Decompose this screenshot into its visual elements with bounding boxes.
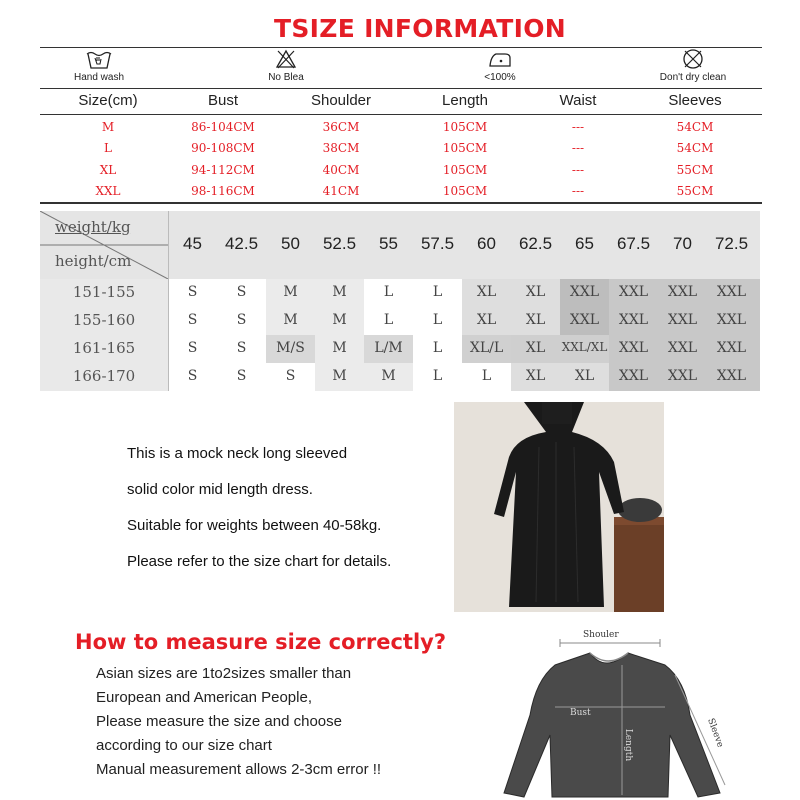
sleeves-cell: 54CM xyxy=(676,141,714,155)
weight-value: 52.5 xyxy=(322,234,357,253)
shoulder-cell: 36CM xyxy=(322,120,360,134)
description-line: Suitable for weights between 40-58kg. xyxy=(127,517,382,534)
care-label: No Blea xyxy=(268,72,304,83)
fit-grid-cell: M/S xyxy=(276,340,305,356)
no-bleach-icon xyxy=(275,48,297,70)
page-title: TSIZE INFORMATION xyxy=(274,14,566,43)
length-label: Length xyxy=(623,728,634,762)
howto-line: according to our size chart xyxy=(96,737,272,754)
fit-grid-cell: S xyxy=(236,368,247,384)
sleeves-cell: 55CM xyxy=(676,184,714,198)
sleeves-cell: 54CM xyxy=(676,120,714,134)
size-cell: XXL xyxy=(95,184,121,198)
waist-cell: --- xyxy=(571,184,585,198)
waist-cell: --- xyxy=(571,120,585,134)
fit-grid-cell: L xyxy=(432,312,443,328)
iron-icon xyxy=(487,48,513,70)
weight-axis-label: weight/kg xyxy=(55,218,131,236)
fit-grid-cell: XL xyxy=(525,284,546,300)
height-value: 155-160 xyxy=(72,311,136,329)
fit-grid-cell: XXL xyxy=(569,312,600,328)
fit-grid-cell: L xyxy=(383,312,394,328)
fit-grid-cell: XXL xyxy=(618,340,649,356)
size-header: Size(cm) xyxy=(78,92,138,109)
bust-cell: 98-116CM xyxy=(191,184,255,198)
length-cell: 105CM xyxy=(442,163,488,177)
weight-value: 55 xyxy=(379,234,398,253)
weight-value: 72.5 xyxy=(714,234,749,253)
shoulder-header: Shoulder xyxy=(310,92,372,109)
fit-grid-cell: M xyxy=(332,368,347,384)
divider xyxy=(40,88,762,89)
shoulder-cell: 40CM xyxy=(322,163,360,177)
fit-grid-cell: XXL xyxy=(716,368,747,384)
fit-grid-cell: S xyxy=(187,312,198,328)
weight-value: 70 xyxy=(673,234,692,253)
weight-value: 67.5 xyxy=(616,234,651,253)
weight-value: 50 xyxy=(281,234,300,253)
care-iron xyxy=(445,48,555,83)
weight-value: 45 xyxy=(183,234,202,253)
howto-line: Asian sizes are 1to2sizes smaller than xyxy=(96,665,352,682)
fit-grid-cell: M xyxy=(332,340,347,356)
fit-grid-cell: XXL xyxy=(716,340,747,356)
fit-grid-cell: L xyxy=(383,284,394,300)
fit-grid-cell: XXL xyxy=(667,312,698,328)
description-line: solid color mid length dress. xyxy=(127,481,313,498)
height-axis-label: height/cm xyxy=(55,252,132,270)
fit-grid-cell: XL xyxy=(525,368,546,384)
waist-cell: --- xyxy=(571,163,585,177)
waist-header: Waist xyxy=(559,92,597,109)
fit-grid-cell: S xyxy=(187,340,198,356)
size-cell: XL xyxy=(99,163,117,177)
fit-grid-cell: XL xyxy=(525,340,546,356)
fit-grid-cell: XXL xyxy=(618,284,649,300)
description-line: Please refer to the size chart for details. xyxy=(127,553,392,570)
shoulder-cell: 41CM xyxy=(322,184,360,198)
fit-grid-cell: XL/L xyxy=(469,340,504,356)
fit-grid-cell: XXL/XL xyxy=(561,340,608,354)
description-line: This is a mock neck long sleeved xyxy=(127,445,348,462)
fit-grid-cell: L xyxy=(432,284,443,300)
product-photo xyxy=(454,402,664,612)
howto-line: Please measure the size and choose xyxy=(96,713,342,730)
care-label: Hand wash xyxy=(73,72,125,83)
fit-grid-cell: S xyxy=(236,340,247,356)
weight-value: 60 xyxy=(477,234,496,253)
sleeve-label: Sleeve xyxy=(705,717,725,749)
sleeves-cell: 55CM xyxy=(676,163,714,177)
shoulder-label: Shouler xyxy=(583,630,619,640)
fit-grid-cell: XL xyxy=(476,284,497,300)
sleeves-header: Sleeves xyxy=(668,92,722,109)
fit-grid-cell: XXL xyxy=(618,312,649,328)
length-cell: 105CM xyxy=(442,141,488,155)
howto-heading: How to measure size correctly? xyxy=(75,630,447,654)
fit-grid-cell: S xyxy=(236,312,247,328)
length-header: Length xyxy=(442,92,488,109)
fit-grid-cell: M xyxy=(332,312,347,328)
fit-grid-cell: XL xyxy=(476,312,497,328)
hand-wash-icon xyxy=(86,48,112,70)
fit-grid-cell: S xyxy=(285,368,296,384)
weight-value: 62.5 xyxy=(518,234,553,253)
fit-grid-cell: M xyxy=(332,284,347,300)
height-value: 151-155 xyxy=(72,283,136,301)
weight-value: 65 xyxy=(575,234,594,253)
fit-grid-cell: XXL xyxy=(618,368,649,384)
divider xyxy=(40,202,762,204)
length-cell: 105CM xyxy=(442,184,488,198)
fit-grid-cell: L xyxy=(481,368,492,384)
fit-grid-cell: L xyxy=(432,340,443,356)
size-cell: M xyxy=(101,120,115,134)
fit-grid-cell: L xyxy=(432,368,443,384)
bust-header: Bust xyxy=(207,92,238,109)
fit-grid-cell: XXL xyxy=(716,284,747,300)
fit-grid-cell: XXL xyxy=(716,312,747,328)
care-no-dry-clean xyxy=(638,48,748,83)
care-hand-wash xyxy=(44,48,154,83)
waist-cell: --- xyxy=(571,141,585,155)
shoulder-cell: 38CM xyxy=(322,141,360,155)
fit-grid-cell: XXL xyxy=(667,284,698,300)
care-label: <100% xyxy=(484,72,516,83)
fit-grid-cell: M xyxy=(283,312,298,328)
fit-grid-cell: XXL xyxy=(667,368,698,384)
fit-grid-cell: M xyxy=(283,284,298,300)
height-value: 166-170 xyxy=(72,367,136,385)
height-value: 161-165 xyxy=(72,339,136,357)
weight-value: 57.5 xyxy=(420,234,455,253)
fit-grid-cell: XXL xyxy=(569,284,600,300)
howto-line: Manual measurement allows 2-3cm error !! xyxy=(96,761,382,778)
fit-grid-cell: XXL xyxy=(667,340,698,356)
bust-cell: 86-104CM xyxy=(191,120,255,134)
fit-grid-cell: L/M xyxy=(374,340,403,356)
divider xyxy=(40,114,762,115)
fit-grid-cell: M xyxy=(381,368,396,384)
care-label: Don't dry clean xyxy=(659,72,727,83)
fit-grid-cell: S xyxy=(236,284,247,300)
fit-grid-cell: S xyxy=(187,368,198,384)
no-dry-clean-icon xyxy=(682,48,704,70)
length-cell: 105CM xyxy=(442,120,488,134)
bust-label: Bust xyxy=(570,708,591,718)
fit-grid-cell: XL xyxy=(574,368,595,384)
howto-line: European and American People, xyxy=(96,689,312,706)
weight-value: 42.5 xyxy=(224,234,259,253)
measurement-diagram xyxy=(500,625,740,800)
bust-cell: 94-112CM xyxy=(191,163,255,177)
bust-cell: 90-108CM xyxy=(191,141,255,155)
size-cell: L xyxy=(104,141,112,155)
fit-grid-cell: S xyxy=(187,284,198,300)
fit-grid-cell: XL xyxy=(525,312,546,328)
care-no-bleach xyxy=(231,48,341,83)
